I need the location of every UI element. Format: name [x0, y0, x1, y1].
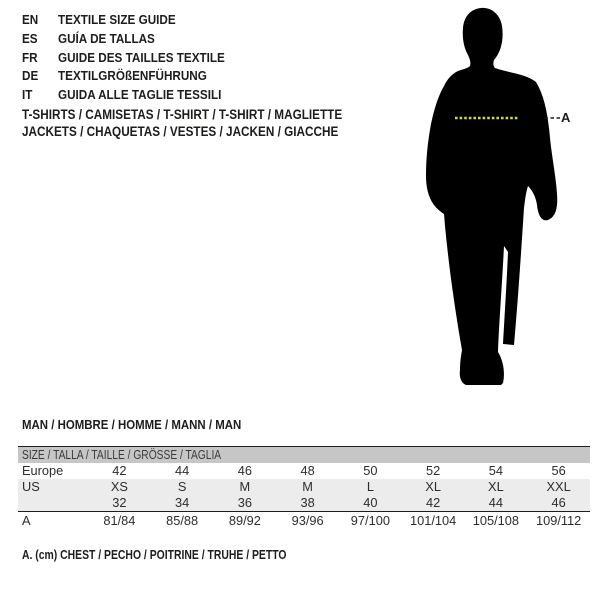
table-cell: 101/104	[409, 513, 457, 529]
table-cell: 89/92	[228, 513, 261, 529]
category-heading	[22, 106, 342, 141]
chest-marker-label: A	[561, 110, 571, 125]
language-legend	[22, 11, 225, 105]
table-cell: 38	[300, 495, 315, 510]
row-label	[18, 495, 88, 511]
language-row-fr	[22, 49, 225, 68]
table-row-us-numbers	[18, 495, 590, 511]
table-cell: 52	[426, 463, 441, 478]
table-row-us-letters	[18, 479, 590, 495]
language-title: TEXTILGRÖßENFÜHRUNG	[58, 68, 207, 84]
chest-footnote: A. (cm) CHEST / PECHO / POITRINE / TRUHE / PETTO	[22, 547, 287, 562]
category-line-jackets: JACKETS / CHAQUETAS / VESTES / JACKEN / GIACCHE	[22, 124, 339, 140]
table-cell: 93/96	[291, 513, 324, 529]
table-cell: L	[366, 479, 374, 494]
table-cell: S	[177, 479, 187, 494]
table-cell: 81/84	[103, 513, 136, 529]
size-table-header	[18, 447, 590, 463]
table-cell: 97/100	[350, 513, 390, 529]
table-cell: 32	[112, 495, 127, 510]
table-cell: 36	[237, 495, 252, 510]
table-cell: XL	[488, 479, 504, 494]
table-cell: 34	[175, 495, 190, 510]
language-code: DE	[22, 68, 39, 84]
table-cell: 85/88	[166, 513, 199, 529]
table-cell: 105/108	[472, 513, 519, 529]
table-cell: 54	[488, 463, 503, 478]
table-cell: M	[239, 479, 251, 494]
table-cell: M	[302, 479, 313, 494]
size-table-header-text: SIZE / TALLA / TAILLE / GRÖSSE / TAGLIA	[22, 447, 222, 462]
language-title: GUIDE DES TAILLES TEXTILE	[58, 49, 225, 65]
language-code: EN	[22, 12, 39, 27]
table-cell: XXL	[546, 479, 571, 494]
section-title-man: MAN / HOMBRE / HOMME / MANN / MAN	[22, 417, 242, 432]
language-code: IT	[22, 87, 33, 103]
size-table	[18, 446, 590, 529]
language-row-it	[22, 86, 225, 105]
row-label: US	[22, 479, 40, 494]
table-cell: 40	[363, 495, 378, 510]
language-title: GUIDA ALLE TAGLIE TESSILI	[58, 87, 222, 103]
language-row-de	[22, 67, 225, 86]
table-cell: 46	[551, 495, 566, 510]
table-cell: 42	[112, 463, 127, 478]
table-cell: XL	[425, 479, 441, 494]
language-row-en	[22, 11, 225, 30]
table-cell: 50	[363, 463, 378, 478]
category-line-tshirts: T-SHIRTS / CAMISETAS / T-SHIRT / T-SHIRT / MAGLIETTE	[22, 107, 343, 122]
table-cell: XS	[110, 479, 128, 494]
language-row-es	[22, 30, 225, 49]
table-cell: 46	[237, 463, 252, 478]
table-cell: 44	[488, 495, 503, 510]
table-row-europe	[18, 463, 590, 479]
table-cell: 44	[175, 463, 190, 478]
table-cell: 48	[300, 463, 315, 478]
language-code: ES	[22, 30, 38, 46]
man-silhouette-path	[426, 8, 557, 385]
table-cell: 109/112	[535, 513, 582, 529]
table-cell: 42	[426, 495, 441, 510]
language-title: GUÍA DE TALLAS	[58, 30, 155, 46]
language-code: FR	[22, 49, 38, 65]
row-label: A	[22, 513, 31, 529]
language-title: TEXTILE SIZE GUIDE	[58, 12, 176, 27]
table-row-chest-cm	[18, 512, 590, 529]
man-silhouette	[405, 0, 600, 392]
row-label: Europe	[22, 463, 64, 478]
table-cell: 56	[551, 463, 566, 478]
